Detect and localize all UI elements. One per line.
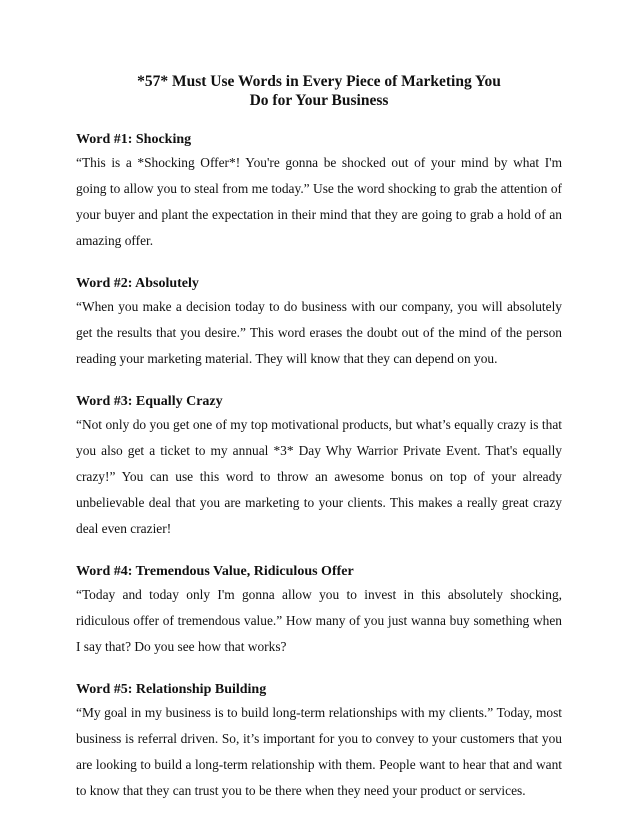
section-word-3 (76, 392, 562, 542)
title-line-2: Do for Your Business (249, 92, 389, 109)
section-word-2 (76, 274, 562, 372)
section-heading: Word #3: Equally Crazy (76, 394, 223, 409)
section-heading: Word #4: Tremendous Value, Ridiculous Offer (76, 564, 354, 579)
section-body: “When you make a decision today to do business with our company, you will absolutely get the results that you desire.” This word erases the doubt out of the mind of the person reading your marketing material. They will know that they can depend on you. (76, 299, 562, 366)
section-word-4 (76, 562, 562, 660)
section-body: “My goal in my business is to build long-term relationships with my clients.” Today, most business is referral driven. So, it’s important for you to convey to your customers that you are looking to build a long-term relationship with them. People want to hear that and want to know that they can trust you to be there when they need your product or services. (76, 705, 562, 798)
section-heading: Word #2: Absolutely (76, 276, 199, 291)
section-word-5 (76, 680, 562, 804)
section-body: “Not only do you get one of my top motivational products, but what’s equally crazy is that you also get a ticket to my annual *3* Day Why Warrior Private Event. That's equally crazy!” You can use this word to throw an awesome bonus on top of your already unbelievable deal that you are marketing to your clients. This makes a really great crazy deal even crazier! (76, 417, 562, 536)
title-line-1: *57* Must Use Words in Every Piece of Marketing You (137, 73, 501, 90)
section-heading: Word #5: Relationship Building (76, 682, 267, 697)
section-body: “Today and today only I'm gonna allow you to invest in this absolutely shocking, ridiculous offer of tremendous value.” How many of you just wanna buy something when I say that? Do you see how that works? (76, 587, 562, 654)
section-heading: Word #1: Shocking (76, 132, 192, 147)
section-word-1 (76, 130, 562, 254)
document-page (76, 72, 562, 824)
document-title (76, 72, 562, 110)
section-body: “This is a *Shocking Offer*! You're gonna be shocked out of your mind by what I'm going to allow you to steal from me today.” Use the word shocking to grab the attention of your buyer and plant the expectation in their mind that they are going to grab a hold of an amazing offer. (76, 155, 562, 248)
